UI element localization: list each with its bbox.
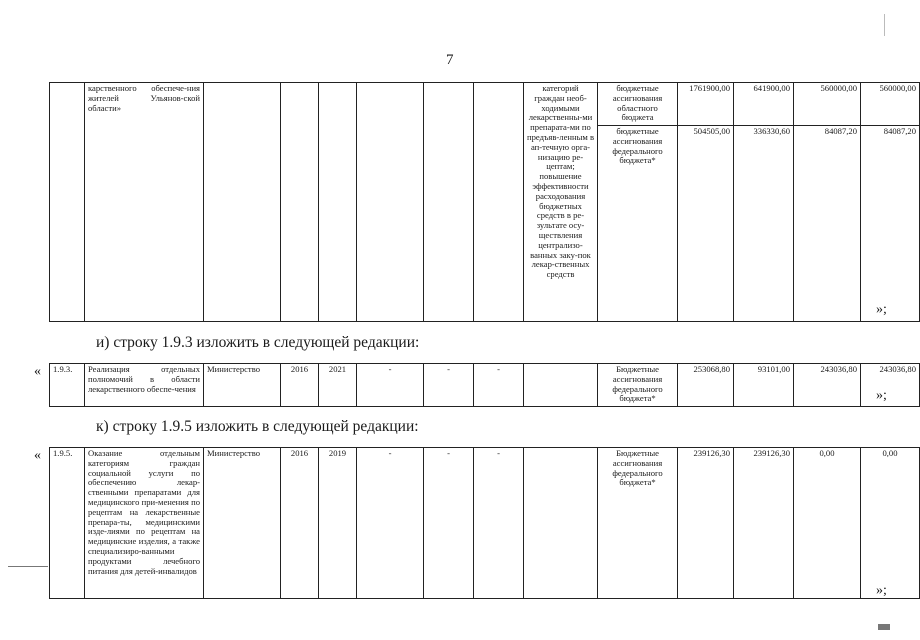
cell-name: Реализация отдельных полномочий в области лекарственного обеспе-чения xyxy=(85,364,204,407)
table-row xyxy=(50,448,920,599)
closing-quote-mark: »; xyxy=(876,583,887,598)
closing-quote-mark: »; xyxy=(876,302,887,317)
cell-num: 1.9.3. xyxy=(50,364,85,407)
cell-num xyxy=(50,83,85,322)
cell-indicator: категорий граждан необ-ходимыми лекарственны-ми препарата-ми по предъяв-ленным в ап-течную орга-низацию ре-цептам; повышение эффективности расходования бюджетных средств в ре-зультате осу-ществления централизо-ванных заку-пок лекар-ственных средств xyxy=(524,83,598,322)
cell-start xyxy=(281,83,319,322)
cell-v2: 641900,00 xyxy=(734,83,794,126)
cell-end xyxy=(319,83,357,322)
amendment-heading-1-9-5: к) строку 1.9.5 изложить в следующей редакции: xyxy=(96,418,419,435)
cell-d2: - xyxy=(424,364,474,407)
scan-corner-mark xyxy=(884,14,885,36)
page-number: 7 xyxy=(446,52,454,68)
closing-quote-mark: »; xyxy=(876,388,887,403)
cell-start: 2016 xyxy=(281,364,319,407)
cell-v4: 0,00 xyxy=(861,448,920,599)
cell-d1 xyxy=(357,83,424,322)
opening-quote-mark: « xyxy=(34,364,41,379)
cell-v1: 239126,30 xyxy=(678,448,734,599)
cell-v4: 243036,80 xyxy=(861,364,920,407)
cell-start: 2016 xyxy=(281,448,319,599)
cell-source: Бюджетные ассигнования федерального бюджета* xyxy=(598,364,678,407)
cell-d2: - xyxy=(424,448,474,599)
cell-v1: 1761900,00 xyxy=(678,83,734,126)
cell-v3: 243036,80 xyxy=(794,364,861,407)
cell-num: 1.9.5. xyxy=(50,448,85,599)
cell-v4: 84087,20 xyxy=(861,126,920,322)
cell-name: Оказание отдельным категориям граждан социальной услуги по обеспечению лекар-ственными препаратами для медицинского при-менения по рецептам на лекарственные препара-ты, медицинскими изде-лиями по рецептам на медицинские изделия, а также специализиро-ванными продуктами лечебного питания для детей-инвалидов xyxy=(85,448,204,599)
cell-v1: 253068,80 xyxy=(678,364,734,407)
cell-executor xyxy=(204,83,281,322)
cell-d2 xyxy=(424,83,474,322)
cell-indicator xyxy=(524,364,598,407)
cell-executor: Министерство xyxy=(204,364,281,407)
amendment-heading-1-9-3: и) строку 1.9.3 изложить в следующей редакции: xyxy=(96,334,420,351)
row-1-9-3-table xyxy=(49,363,920,407)
cell-source: бюджетные ассигнования областного бюджета xyxy=(598,83,678,126)
cell-executor: Министерство xyxy=(204,448,281,599)
cell-v3: 0,00 xyxy=(794,448,861,599)
cell-end: 2019 xyxy=(319,448,357,599)
table-row xyxy=(50,83,920,126)
opening-quote-mark: « xyxy=(34,448,41,463)
cell-source: бюджетные ассигнования федерального бюджета* xyxy=(598,126,678,322)
row-1-9-5-table xyxy=(49,447,920,599)
cell-d3: - xyxy=(474,448,524,599)
cell-v2: 239126,30 xyxy=(734,448,794,599)
cell-v3: 560000,00 xyxy=(794,83,861,126)
cell-name: карственного обеспече-ния жителей Ульянов-ской области» xyxy=(85,83,204,322)
table-row xyxy=(50,364,920,407)
cell-end: 2021 xyxy=(319,364,357,407)
cell-source: Бюджетные ассигнования федерального бюджета* xyxy=(598,448,678,599)
cell-d1: - xyxy=(357,364,424,407)
scan-artifact xyxy=(878,624,890,630)
cell-d3 xyxy=(474,83,524,322)
cell-v4: 560000,00 xyxy=(861,83,920,126)
cell-v2: 93101,00 xyxy=(734,364,794,407)
cell-indicator xyxy=(524,448,598,599)
cell-v3: 84087,20 xyxy=(794,126,861,322)
margin-scan-mark xyxy=(8,566,48,567)
continuation-table xyxy=(49,82,920,322)
cell-d3: - xyxy=(474,364,524,407)
cell-v2: 336330,60 xyxy=(734,126,794,322)
cell-d1: - xyxy=(357,448,424,599)
cell-v1: 504505,00 xyxy=(678,126,734,322)
